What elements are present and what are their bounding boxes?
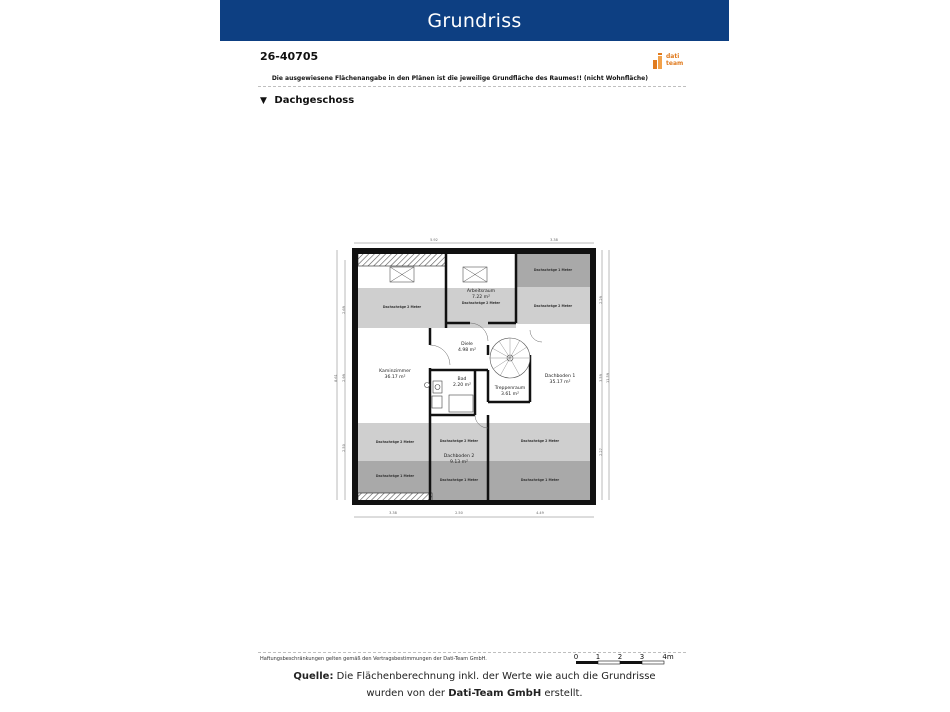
dim-left-total: 8.61: [334, 374, 338, 382]
slope-label: Dachschräge 1 Meter: [439, 478, 479, 482]
logo-text-dati: dati: [666, 53, 680, 60]
header-band: [220, 0, 729, 41]
document-id: 26-40705: [260, 50, 319, 63]
dim-left-3: 2.50: [342, 444, 346, 452]
slope-label: Dachschräge 2 Meter: [533, 304, 573, 308]
scale-bar: [572, 652, 692, 668]
room-area-diele: 4.98 m²: [457, 348, 477, 353]
dim-right-1: 2.29: [599, 296, 603, 304]
dati-team-logo: [652, 53, 684, 71]
hatched-wall-top: [358, 252, 446, 266]
scale-tick-label: 0: [573, 653, 579, 661]
dim-right-3: 2.27: [599, 448, 603, 456]
dim-bottom-2: 2.50: [455, 511, 463, 515]
source-label: Quelle:: [293, 671, 334, 682]
hatched-wall-bottom: [358, 493, 432, 501]
room-name-kaminzimmer: Kaminzimmer: [379, 369, 411, 374]
source-text-line2a: wurden von der: [366, 688, 449, 699]
slope-label: Dachschräge 1 Meter: [533, 268, 573, 272]
room-area-dachboden-1: 35.17 m²: [549, 380, 571, 385]
dim-bottom-3: 4.49: [536, 511, 544, 515]
section-header[interactable]: [260, 95, 354, 106]
floor-plan-drawing: [330, 230, 630, 530]
dim-left-2: 2.99: [342, 374, 346, 382]
divider-top: [258, 86, 686, 87]
source-text-line1: Die Flächenberechnung inkl. der Werte wie auch die Grundrisse: [333, 671, 656, 682]
room-area-dachboden-2: 9.13 m²: [449, 460, 469, 465]
dim-top-left: 5.92: [430, 238, 438, 242]
room-name-dachboden-2: Dachboden 2: [443, 454, 475, 459]
room-area-bad: 2.20 m²: [452, 383, 472, 388]
room-area-treppenraum: 3.61 m²: [500, 392, 520, 397]
logo-text-team: team: [666, 60, 684, 67]
dim-left-1: 2.69: [342, 306, 346, 314]
slope-label: Dachschräge 2 Meter: [375, 440, 415, 444]
dim-right-2: 3.59: [599, 374, 603, 382]
floor-plan: [330, 230, 630, 530]
room-name-bad: Bad: [457, 377, 467, 382]
room-name-arbeitsraum: Arbeitsraum: [466, 289, 496, 294]
triangle-down-icon[interactable]: ▼: [260, 96, 267, 106]
area-note: Die ausgewiesene Flächenangabe in den Plänen ist die jeweilige Grundfläche des Raumes!! (nicht Wohnfläche): [271, 75, 648, 82]
scale-tick-label: 1: [595, 653, 601, 661]
scale-tick-label: 4m: [662, 653, 674, 661]
room-name-treppenraum: Treppenraum: [494, 386, 526, 391]
room-area-kaminzimmer: 36.17 m²: [384, 375, 406, 380]
section-title: Dachgeschoss: [274, 95, 355, 106]
room-area-arbeitsraum: 7.22 m²: [471, 295, 491, 300]
scale-bar-graphic: [572, 652, 692, 668]
page-title: Grundriss: [427, 9, 522, 32]
room-name-dachboden-1: Dachboden 1: [544, 374, 576, 379]
source-text-line2b: erstellt.: [541, 688, 583, 699]
slope-label: Dachschräge 2 Meter: [520, 439, 560, 443]
source-credit: [220, 668, 729, 702]
door-swings: [430, 323, 542, 428]
slope-label: Dachschräge 2 Meter: [382, 305, 422, 309]
spiral-staircase: [490, 338, 530, 378]
dim-right-total: 11.59: [606, 372, 610, 384]
source-company: Dati-Team GmbH: [448, 688, 542, 699]
scale-tick-label: 3: [639, 653, 645, 661]
slope-label: Dachschräge 1 Meter: [520, 478, 560, 482]
liability-disclaimer: Haftungsbeschränkungen gelten gemäß den Vertragsbestimmungen der Dati-Team GmbH.: [260, 656, 487, 662]
logo-mark-icon: [652, 53, 664, 70]
slope-label: Dachschräge 1 Meter: [375, 474, 415, 478]
slope-label: Dachschräge 2 Meter: [461, 301, 501, 305]
dim-top-right: 3.38: [550, 238, 558, 242]
scale-tick-label: 2: [617, 653, 623, 661]
room-name-diele: Diele: [461, 342, 473, 347]
slope-label: Dachschräge 2 Meter: [439, 439, 479, 443]
dim-bottom-1: 3.38: [389, 511, 397, 515]
